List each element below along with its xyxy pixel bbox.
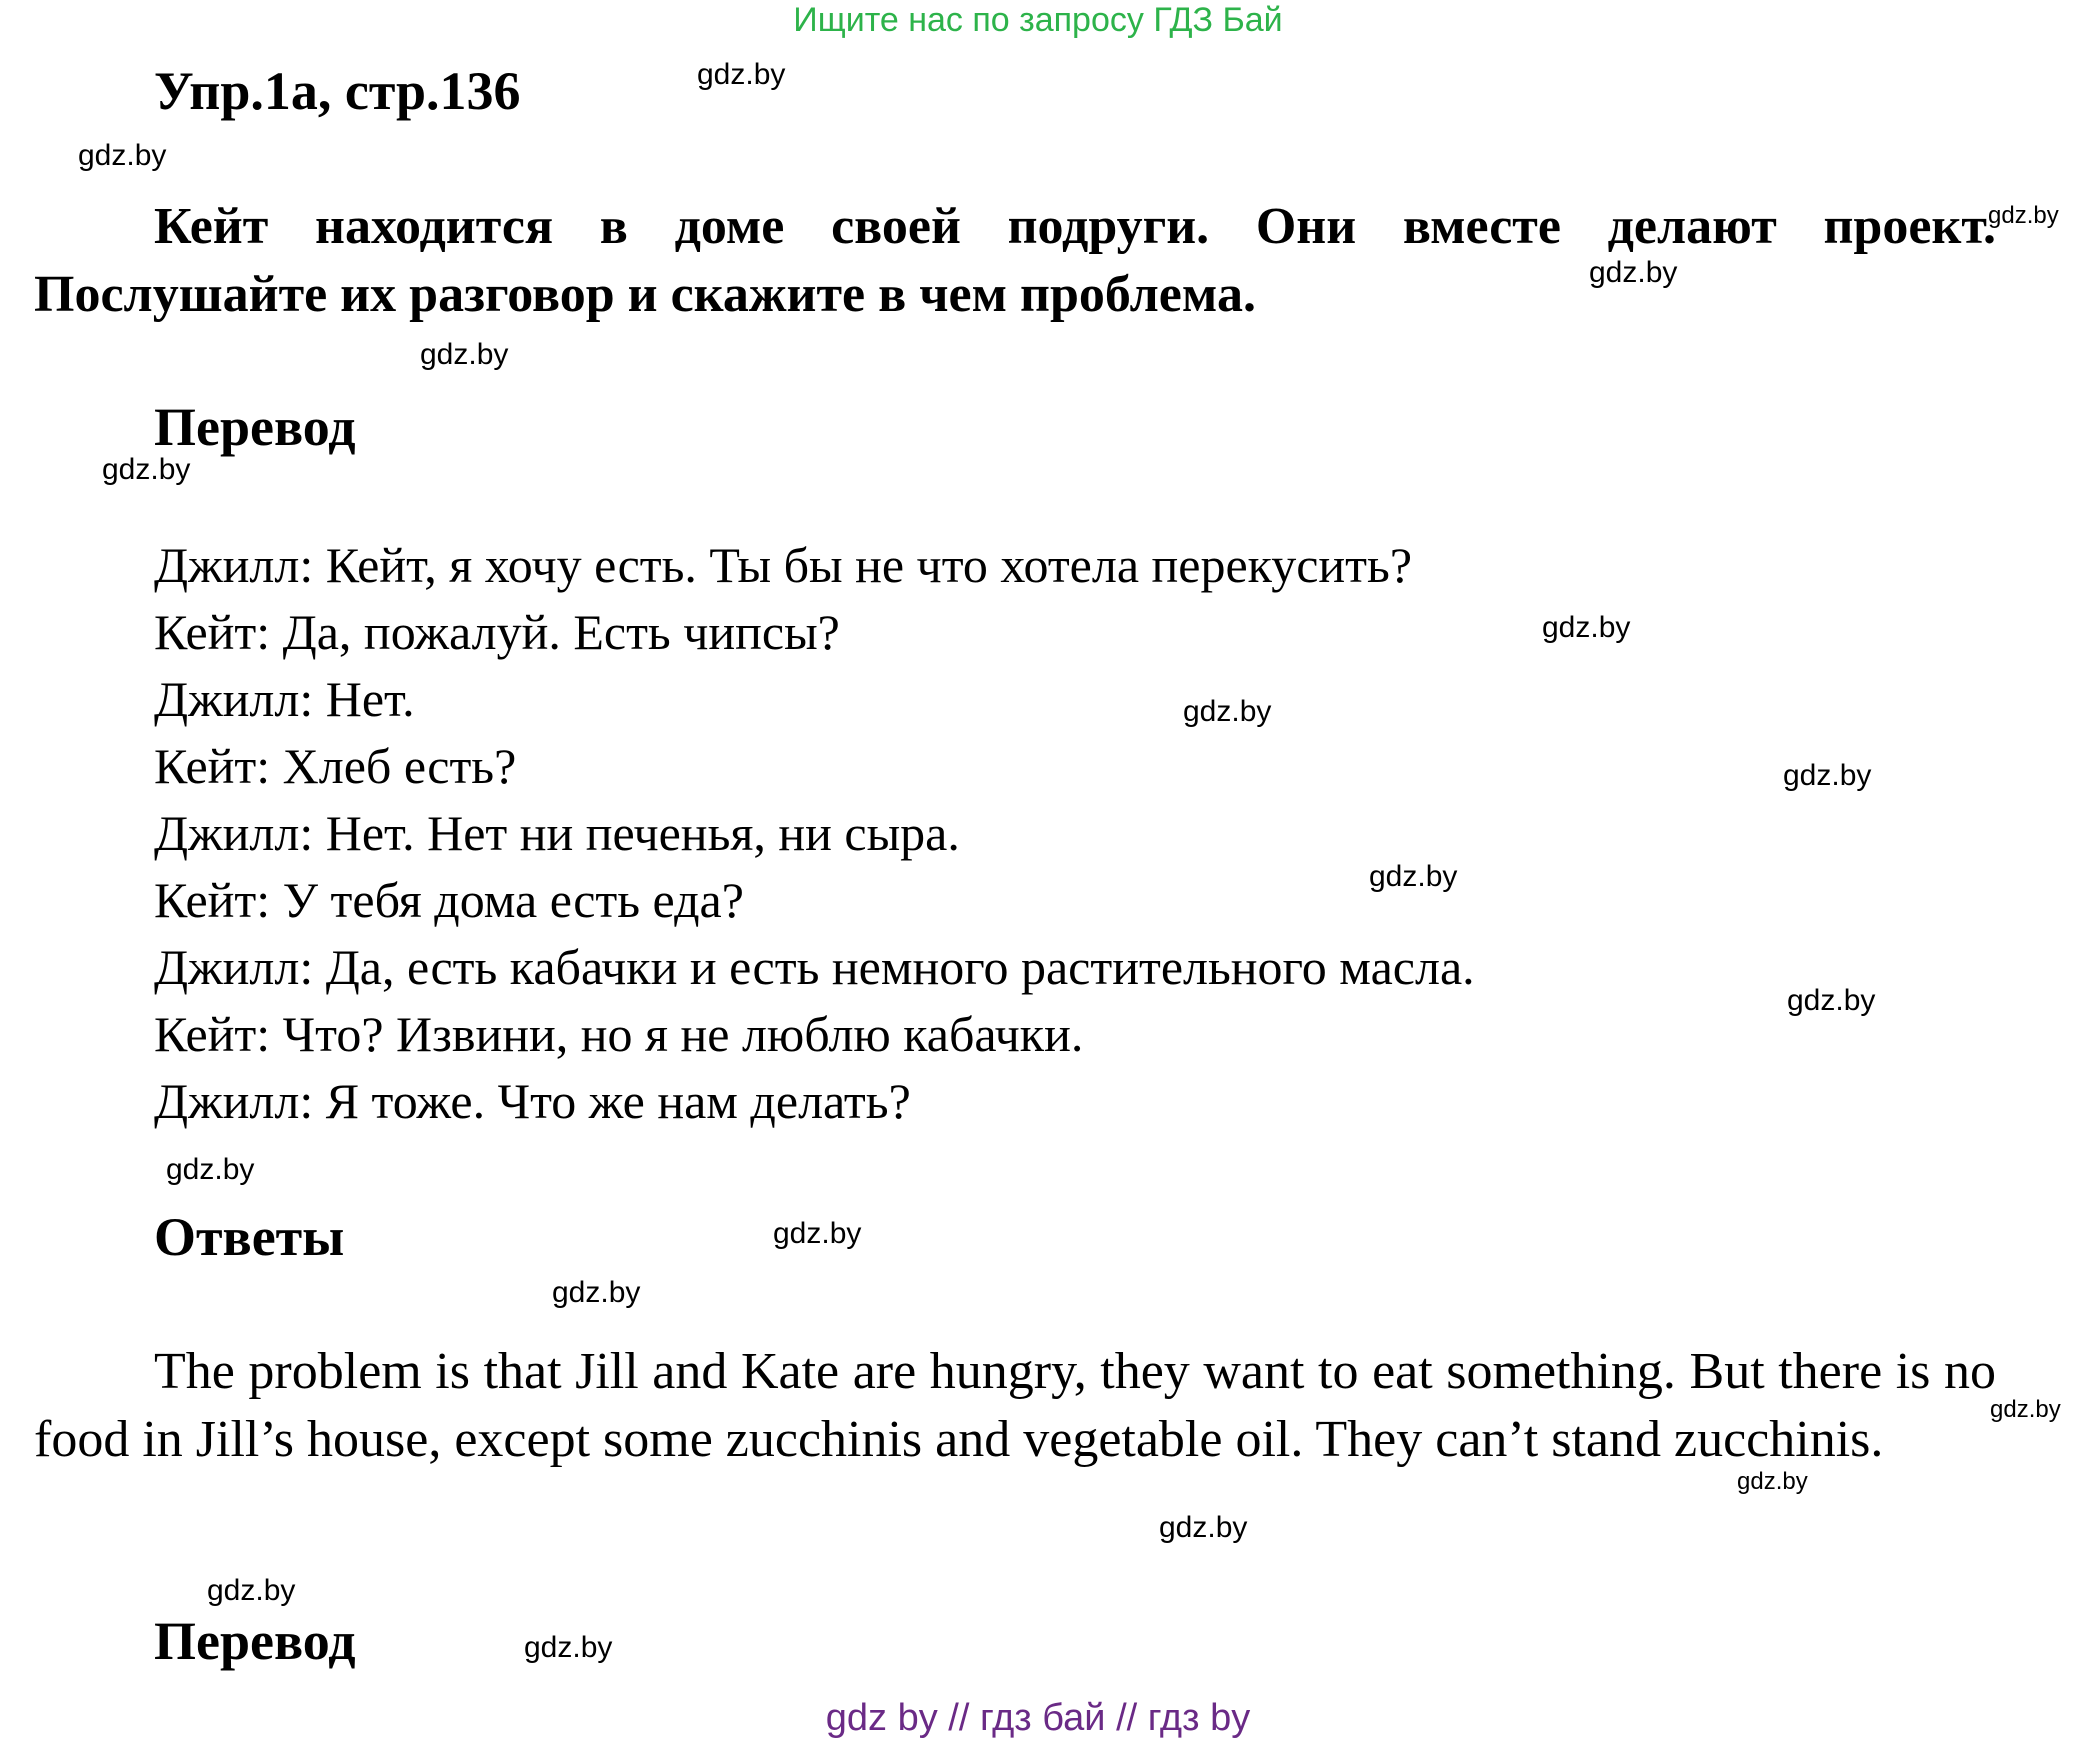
translation-heading-2: Перевод (154, 1611, 356, 1671)
translation-heading: Перевод (154, 397, 356, 457)
watermark: gdz.by (1737, 1468, 1808, 1495)
watermark: gdz.by (773, 1217, 862, 1250)
answers-heading: Ответы (154, 1207, 345, 1267)
dialog-line: Джилл: Нет. Нет ни печенья, ни сыра. (154, 805, 960, 861)
watermark: gdz.by (1589, 256, 1678, 289)
watermark: gdz.by (1783, 759, 1872, 792)
footer-links: gdz by // гдз бай // гдз by (825, 1697, 1251, 1739)
dialog-line: Кейт: Хлеб есть? (154, 738, 517, 794)
dialog-line: Кейт: У тебя дома есть еда? (154, 872, 744, 928)
watermark: gdz.by (102, 453, 191, 486)
watermark: gdz.by (1369, 860, 1458, 893)
dialog-line: Джилл: Я тоже. Что же нам делать? (154, 1073, 911, 1129)
watermark: gdz.by (1159, 1511, 1248, 1544)
dialog-line: Джилл: Нет. (154, 671, 415, 727)
watermark: gdz.by (552, 1276, 641, 1309)
watermark: gdz.by (166, 1153, 255, 1186)
dialog-line: Джилл: Да, есть кабачки и есть немного растительного масла. (154, 939, 1475, 995)
dialog-line: Кейт: Да, пожалуй. Есть чипсы? (154, 604, 840, 660)
answer-text: The problem is that Jill and Kate are hungry, they want to eat something. But there is no food in Jill’s house, except some zucchinis and vegetable oil. They can’t stand zucchinis. (34, 1343, 1996, 1468)
dialog-line: Кейт: Что? Извини, но я не люблю кабачки. (154, 1006, 1084, 1062)
watermark: gdz.by (1183, 695, 1272, 728)
top-banner: Ищите нас по запросу ГДЗ Бай (793, 1, 1283, 39)
watermark: gdz.by (524, 1631, 613, 1664)
watermark: gdz.by (420, 338, 509, 371)
dialog-line: Джилл: Кейт, я хочу есть. Ты бы не что хотела перекусить? (154, 537, 1413, 593)
exercise-title: Упр.1а, стр.136 (154, 61, 521, 121)
task-text: Кейт находится в доме своей подруги. Они вместе делают проект. Послушайте их разговор и скажите в чем проблема. (34, 198, 1996, 323)
watermark: gdz.by (207, 1574, 296, 1607)
watermark: gdz.by (1988, 202, 2059, 229)
watermark: gdz.by (697, 58, 786, 91)
watermark: gdz.by (1542, 611, 1631, 644)
watermark: gdz.by (1990, 1396, 2061, 1423)
watermark: gdz.by (78, 139, 167, 172)
watermark: gdz.by (1787, 984, 1876, 1017)
